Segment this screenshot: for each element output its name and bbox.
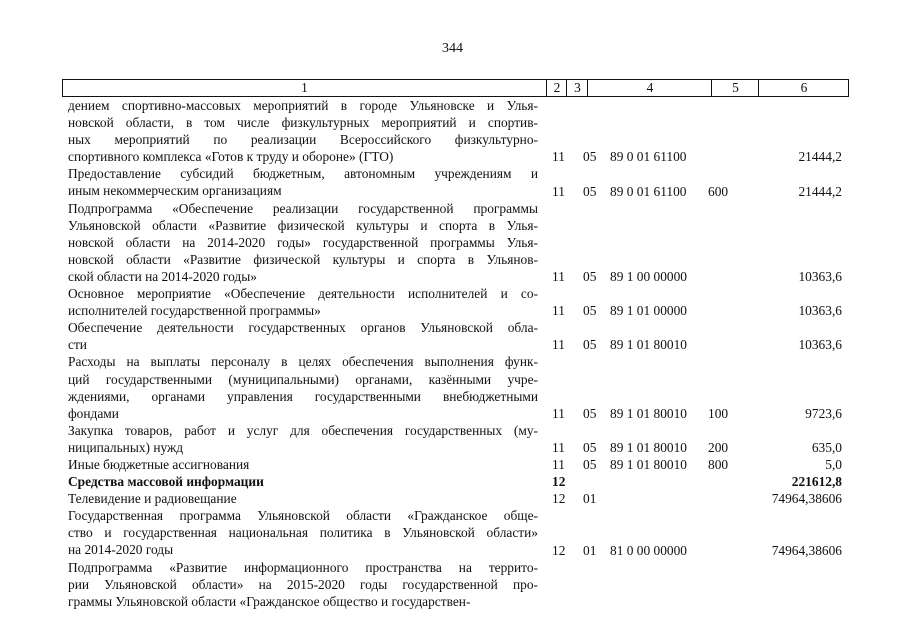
header-col-2: 2: [546, 80, 567, 96]
description-line: граммы Ульяновской области «Гражданское общество и государствен-: [68, 593, 471, 609]
table-row: [0, 200, 905, 285]
description-line: ство и государственная национальная политика в Ульяновской области»: [68, 525, 538, 541]
cell-c4: 89 1 01 80010: [610, 405, 687, 421]
cell-c6: 221612,8: [791, 474, 842, 490]
description-line: ждениями, органами управления государственными внебюджетными: [68, 388, 538, 404]
cell-c3: 05: [583, 303, 597, 319]
cell-c6: 9723,6: [805, 405, 842, 421]
header-col-1: 1: [301, 80, 308, 95]
table-row: [0, 319, 905, 353]
description-line: новской области «Развитие физической культуры и спорта в Ульянов-: [68, 251, 538, 267]
cell-c2: 11: [552, 457, 565, 473]
header-col-5: 5: [711, 80, 759, 96]
cell-c3: 01: [583, 542, 597, 558]
page-number: 344: [442, 41, 463, 56]
description-line: Расходы на выплаты персоналу в целях обеспечения выполнения функ-: [68, 354, 538, 370]
description-line: ской области на 2014-2020 годы»: [68, 268, 257, 284]
cell-c2: 12: [552, 491, 566, 507]
cell-c2: 12: [552, 474, 566, 490]
table-row: [0, 559, 905, 610]
description-line: спортивного комплекса «Готов к труду и обороне» (ГТО): [68, 149, 394, 165]
cell-c4: 89 1 01 80010: [610, 337, 687, 353]
cell-c3: 05: [583, 457, 597, 473]
cell-c3: 01: [583, 491, 597, 507]
cell-c5: 600: [708, 183, 729, 199]
description-line: новской области, в том числе физкультурных мероприятий и спортив-: [68, 115, 538, 131]
description-line: Государственная программа Ульяновской области «Гражданское обще-: [68, 508, 538, 524]
cell-c6: 635,0: [811, 439, 842, 455]
cell-c6: 21444,2: [798, 183, 842, 199]
cell-c4: 89 1 01 80010: [610, 439, 687, 455]
description-line: исполнителей государственной программы»: [68, 303, 321, 319]
table-row: [0, 285, 905, 319]
header-col-4: 4: [587, 80, 712, 96]
cell-c6: 10363,6: [798, 337, 842, 353]
cell-c2: 11: [552, 337, 565, 353]
cell-c5: 200: [708, 439, 729, 455]
description-line: дением спортивно-массовых мероприятий в городе Ульяновске и Улья-: [68, 98, 538, 113]
description-line: сти: [68, 337, 87, 353]
table-row: [0, 97, 905, 165]
description-line: Обеспечение деятельности государственных органов Ульяновской обла-: [68, 320, 538, 336]
table-row: [0, 165, 905, 199]
description-line: Закупка товаров, работ и услуг для обеспечения государственных (му-: [68, 422, 538, 438]
description-line: новской области на 2014-2020 годы» государственной программы Улья-: [68, 234, 538, 250]
cell-c6: 5,0: [825, 457, 842, 473]
table-row: [0, 473, 905, 490]
cell-c3: 05: [583, 439, 597, 455]
description-line: на 2014-2020 годы: [68, 542, 174, 558]
cell-c2: 12: [552, 542, 566, 558]
description-line: Ульяновской области «Развитие физической культуры и спорта в Улья-: [68, 217, 538, 233]
cell-c4: 89 0 01 61100: [610, 149, 687, 165]
cell-c6: 74964,38606: [771, 542, 842, 558]
cell-c3: 05: [583, 183, 597, 199]
cell-c4: 81 0 00 00000: [610, 542, 687, 558]
cell-c3: 05: [583, 269, 597, 285]
description-line: Предоставление субсидий бюджетным, автономным учреждениям и: [68, 166, 538, 182]
description-line: Подпрограмма «Обеспечение реализации государственной программы: [68, 200, 538, 216]
cell-c2: 11: [552, 303, 565, 319]
cell-c2: 11: [552, 405, 565, 421]
cell-c5: 800: [708, 457, 729, 473]
description-line: ций государственными (муниципальными) органами, казёнными учре-: [68, 371, 538, 387]
table-body: [0, 97, 905, 610]
cell-c2: 11: [552, 269, 565, 285]
description-line: ниципальных) нужд: [68, 439, 184, 455]
cell-c2: 11: [552, 439, 565, 455]
cell-c4: 89 1 01 80010: [610, 457, 687, 473]
table-row: [0, 353, 905, 421]
description-line: Основное мероприятие «Обеспечение деятельности исполнителей и со-: [68, 286, 538, 302]
table-row: [0, 490, 905, 507]
cell-c2: 11: [552, 183, 565, 199]
cell-c3: 05: [583, 149, 597, 165]
table-row: [0, 422, 905, 456]
description-line: Подпрограмма «Развитие информационного пространства на террито-: [68, 559, 538, 575]
cell-c6: 21444,2: [798, 149, 842, 165]
cell-c2: 11: [552, 149, 565, 165]
cell-c4: 89 1 01 00000: [610, 303, 687, 319]
cell-c3: 05: [583, 405, 597, 421]
cell-c3: 05: [583, 337, 597, 353]
table-row: [0, 456, 905, 473]
description-line: Иные бюджетные ассигнования: [68, 456, 250, 472]
header-col-6: 6: [758, 80, 849, 96]
cell-c6: 10363,6: [798, 269, 842, 285]
cell-c4: 89 0 01 61100: [610, 183, 687, 199]
cell-c6: 74964,38606: [771, 491, 842, 507]
description-line: Телевидение и радиовещание: [68, 491, 237, 507]
table-header: [62, 79, 849, 97]
description-line: ных мероприятий по реализации Всероссийского физкультурно-: [68, 132, 538, 148]
cell-c4: 89 1 00 00000: [610, 269, 687, 285]
table-row: [0, 507, 905, 558]
description-line: рии Ульяновской области» на 2015-2020 годы государственной про-: [68, 576, 538, 592]
description-line: фондами: [68, 405, 119, 421]
description-line: иным некоммерческим организациям: [68, 183, 282, 199]
header-col-3: 3: [566, 80, 588, 96]
description-line: Средства массовой информации: [68, 474, 264, 490]
cell-c6: 10363,6: [798, 303, 842, 319]
cell-c5: 100: [708, 405, 729, 421]
